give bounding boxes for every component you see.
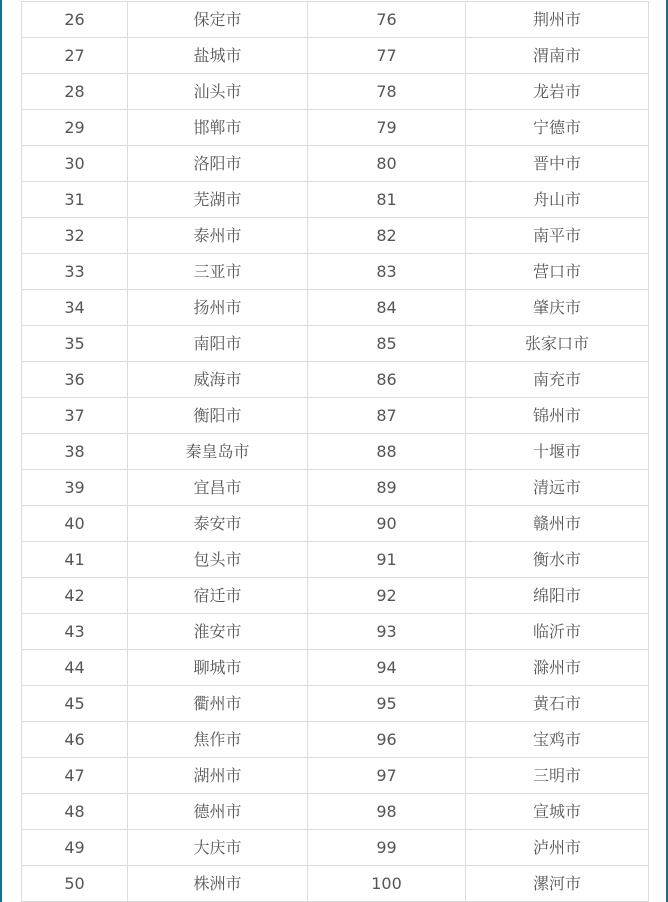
rank-cell: 82	[308, 218, 466, 254]
city-name-cell: 南充市	[466, 362, 649, 398]
table-row	[22, 866, 649, 902]
city-name-cell: 肇庆市	[466, 290, 649, 326]
city-name-cell: 泸州市	[466, 830, 649, 866]
table-row	[22, 362, 649, 398]
rank-cell: 35	[22, 326, 128, 362]
rank-cell: 98	[308, 794, 466, 830]
rank-cell: 90	[308, 506, 466, 542]
city-name-cell: 盐城市	[128, 38, 308, 74]
table-row	[22, 38, 649, 74]
rank-cell: 31	[22, 182, 128, 218]
rank-cell: 97	[308, 758, 466, 794]
rank-cell: 78	[308, 74, 466, 110]
city-name-cell: 张家口市	[466, 326, 649, 362]
table-row	[22, 578, 649, 614]
city-name-cell: 焦作市	[128, 722, 308, 758]
city-name-cell: 泰安市	[128, 506, 308, 542]
table-row	[22, 218, 649, 254]
city-name-cell: 黄石市	[466, 686, 649, 722]
rank-cell: 34	[22, 290, 128, 326]
rank-cell: 40	[22, 506, 128, 542]
table-row	[22, 758, 649, 794]
city-name-cell: 泰州市	[128, 218, 308, 254]
rank-cell: 33	[22, 254, 128, 290]
city-name-cell: 荆州市	[466, 2, 649, 38]
city-name-cell: 汕头市	[128, 74, 308, 110]
city-name-cell: 南阳市	[128, 326, 308, 362]
table-row	[22, 254, 649, 290]
table-row	[22, 650, 649, 686]
rank-cell: 26	[22, 2, 128, 38]
rank-cell: 50	[22, 866, 128, 902]
table-row	[22, 182, 649, 218]
city-name-cell: 德州市	[128, 794, 308, 830]
city-name-cell: 洛阳市	[128, 146, 308, 182]
rank-cell: 83	[308, 254, 466, 290]
city-name-cell: 聊城市	[128, 650, 308, 686]
city-name-cell: 湖州市	[128, 758, 308, 794]
rank-cell: 45	[22, 686, 128, 722]
city-name-cell: 舟山市	[466, 182, 649, 218]
table-row	[22, 722, 649, 758]
city-name-cell: 宿迁市	[128, 578, 308, 614]
table-row	[22, 290, 649, 326]
city-name-cell: 淮安市	[128, 614, 308, 650]
table-row	[22, 2, 649, 38]
table-row	[22, 830, 649, 866]
city-name-cell: 衢州市	[128, 686, 308, 722]
city-name-cell: 晋中市	[466, 146, 649, 182]
rank-cell: 41	[22, 542, 128, 578]
table-row	[22, 326, 649, 362]
city-name-cell: 宣城市	[466, 794, 649, 830]
city-name-cell: 绵阳市	[466, 578, 649, 614]
rank-cell: 42	[22, 578, 128, 614]
city-name-cell: 龙岩市	[466, 74, 649, 110]
city-name-cell: 宜昌市	[128, 470, 308, 506]
city-name-cell: 大庆市	[128, 830, 308, 866]
rank-cell: 38	[22, 434, 128, 470]
city-name-cell: 漯河市	[466, 866, 649, 902]
rank-cell: 32	[22, 218, 128, 254]
rank-cell: 93	[308, 614, 466, 650]
rank-cell: 80	[308, 146, 466, 182]
city-name-cell: 芜湖市	[128, 182, 308, 218]
city-name-cell: 包头市	[128, 542, 308, 578]
rank-cell: 84	[308, 290, 466, 326]
rank-cell: 27	[22, 38, 128, 74]
rank-cell: 81	[308, 182, 466, 218]
rank-cell: 88	[308, 434, 466, 470]
rank-cell: 100	[308, 866, 466, 902]
left-frame-border	[0, 0, 2, 902]
rank-cell: 48	[22, 794, 128, 830]
rank-cell: 87	[308, 398, 466, 434]
city-ranking-table	[21, 1, 649, 902]
rank-cell: 94	[308, 650, 466, 686]
city-name-cell: 株洲市	[128, 866, 308, 902]
city-name-cell: 扬州市	[128, 290, 308, 326]
table-body	[22, 2, 649, 902]
table-row	[22, 542, 649, 578]
city-name-cell: 营口市	[466, 254, 649, 290]
rank-cell: 99	[308, 830, 466, 866]
city-name-cell: 宁德市	[466, 110, 649, 146]
city-name-cell: 赣州市	[466, 506, 649, 542]
rank-cell: 47	[22, 758, 128, 794]
rank-cell: 37	[22, 398, 128, 434]
city-name-cell: 临沂市	[466, 614, 649, 650]
city-name-cell: 三亚市	[128, 254, 308, 290]
rank-cell: 44	[22, 650, 128, 686]
rank-cell: 28	[22, 74, 128, 110]
rank-cell: 29	[22, 110, 128, 146]
rank-cell: 96	[308, 722, 466, 758]
city-name-cell: 锦州市	[466, 398, 649, 434]
table-row	[22, 398, 649, 434]
table-row	[22, 470, 649, 506]
city-name-cell: 宝鸡市	[466, 722, 649, 758]
city-name-cell: 威海市	[128, 362, 308, 398]
rank-cell: 30	[22, 146, 128, 182]
table-row	[22, 506, 649, 542]
rank-cell: 92	[308, 578, 466, 614]
rank-cell: 89	[308, 470, 466, 506]
rank-cell: 39	[22, 470, 128, 506]
table-row	[22, 686, 649, 722]
table-row	[22, 146, 649, 182]
city-name-cell: 三明市	[466, 758, 649, 794]
rank-cell: 85	[308, 326, 466, 362]
city-name-cell: 十堰市	[466, 434, 649, 470]
city-name-cell: 滁州市	[466, 650, 649, 686]
city-name-cell: 清远市	[466, 470, 649, 506]
rank-cell: 76	[308, 2, 466, 38]
table-row	[22, 614, 649, 650]
table-row	[22, 110, 649, 146]
city-name-cell: 渭南市	[466, 38, 649, 74]
city-name-cell: 保定市	[128, 2, 308, 38]
rank-cell: 36	[22, 362, 128, 398]
rank-cell: 86	[308, 362, 466, 398]
table-row	[22, 74, 649, 110]
table-row	[22, 434, 649, 470]
city-name-cell: 秦皇岛市	[128, 434, 308, 470]
rank-cell: 91	[308, 542, 466, 578]
city-name-cell: 南平市	[466, 218, 649, 254]
rank-cell: 77	[308, 38, 466, 74]
city-name-cell: 衡水市	[466, 542, 649, 578]
rank-cell: 95	[308, 686, 466, 722]
rank-cell: 79	[308, 110, 466, 146]
rank-cell: 49	[22, 830, 128, 866]
city-name-cell: 衡阳市	[128, 398, 308, 434]
table-row	[22, 794, 649, 830]
rank-cell: 43	[22, 614, 128, 650]
rank-cell: 46	[22, 722, 128, 758]
city-name-cell: 邯郸市	[128, 110, 308, 146]
